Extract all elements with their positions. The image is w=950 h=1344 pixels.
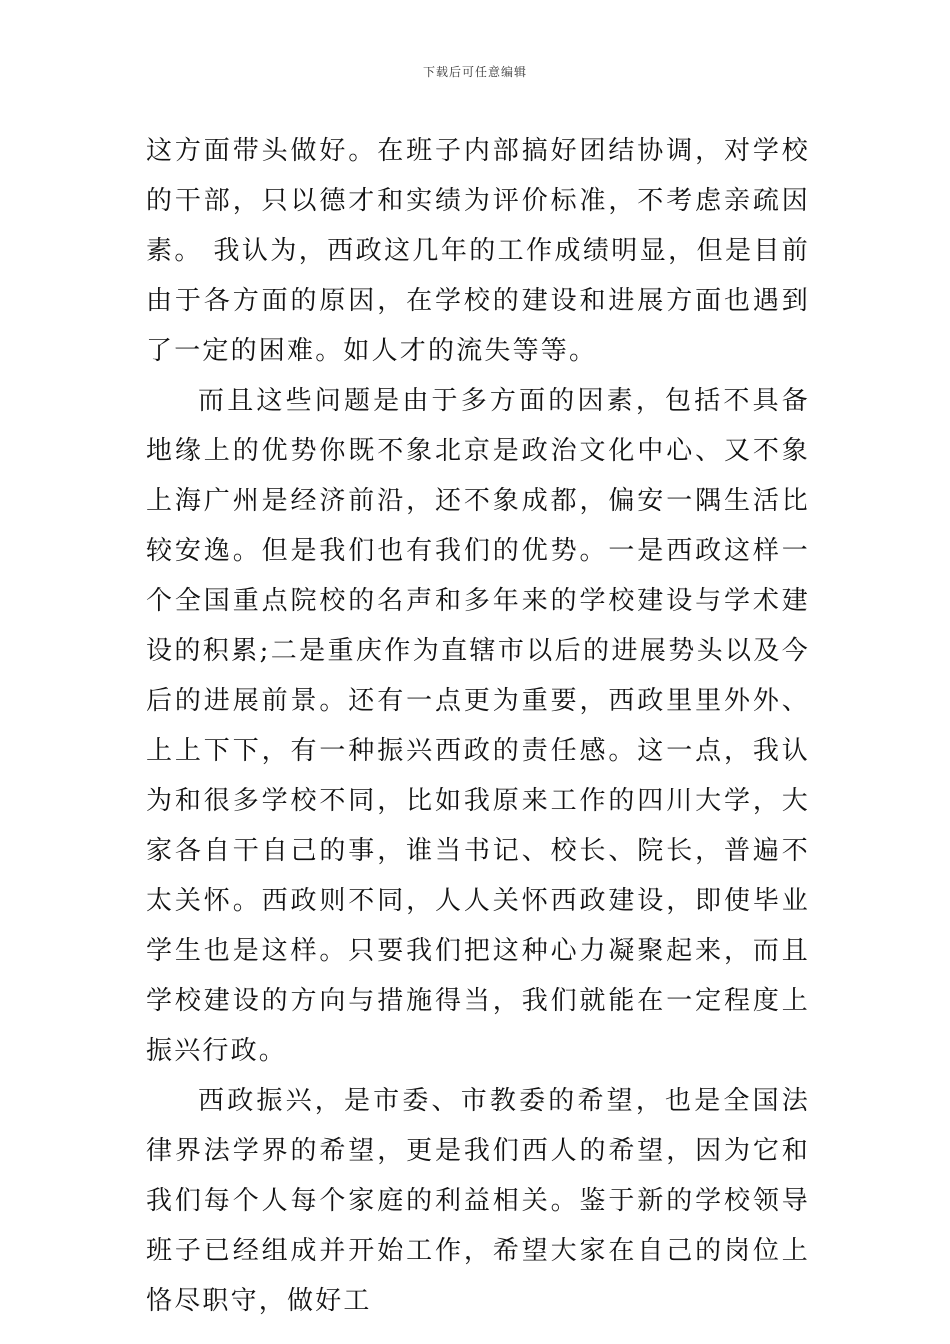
paragraph-2: 而且这些问题是由于多方面的因素，包括不具备地缘上的优势你既不象北京是政治文化中心、又不象上海广州是经济前沿，还不象成都，偏安一隅生活比较安逸。但是我们也有我们的优势。一是西政这样一个全国重点院校的名声和多年来的学校建设与学术建设的积累;二是重庆作为直辖市以后的进展势头以及今后的进展前景。还有一点更为重要，西政里里外外、上上下下，有一种振兴西政的责任感。这一点，我认为和很多学校不同，比如我原来工作的四川大学，大家各自干自己的事，谁当书记、校长、院长，普遍不太关怀。西政则不同，人人关怀西政建设，即使毕业学生也是这样。只要我们把这种心力凝聚起来，而且学校建设的方向与措施得当，我们就能在一定程度上振兴行政。 [146,386,810,1066]
document-body [146,126,810,1326]
paragraph-3: 西政振兴，是市委、市教委的希望，也是全国法律界法学界的希望，更是我们西人的希望，因为它和我们每个人每个家庭的利益相关。鉴于新的学校领导班子已经组成并开始工作，希望大家在自己的岗位上恪尽职守，做好工 [146,1086,810,1316]
page-header: 下载后可任意编辑 [422,65,527,79]
paragraph-1: 这方面带头做好。在班子内部搞好团结协调，对学校的干部，只以德才和实绩为评价标准，不考虑亲疏因素。 我认为，西政这几年的工作成绩明显，但是目前由于各方面的原因，在学校的建设和进展方面也遇到了一定的困难。如人才的流失等等。 [146,136,810,366]
